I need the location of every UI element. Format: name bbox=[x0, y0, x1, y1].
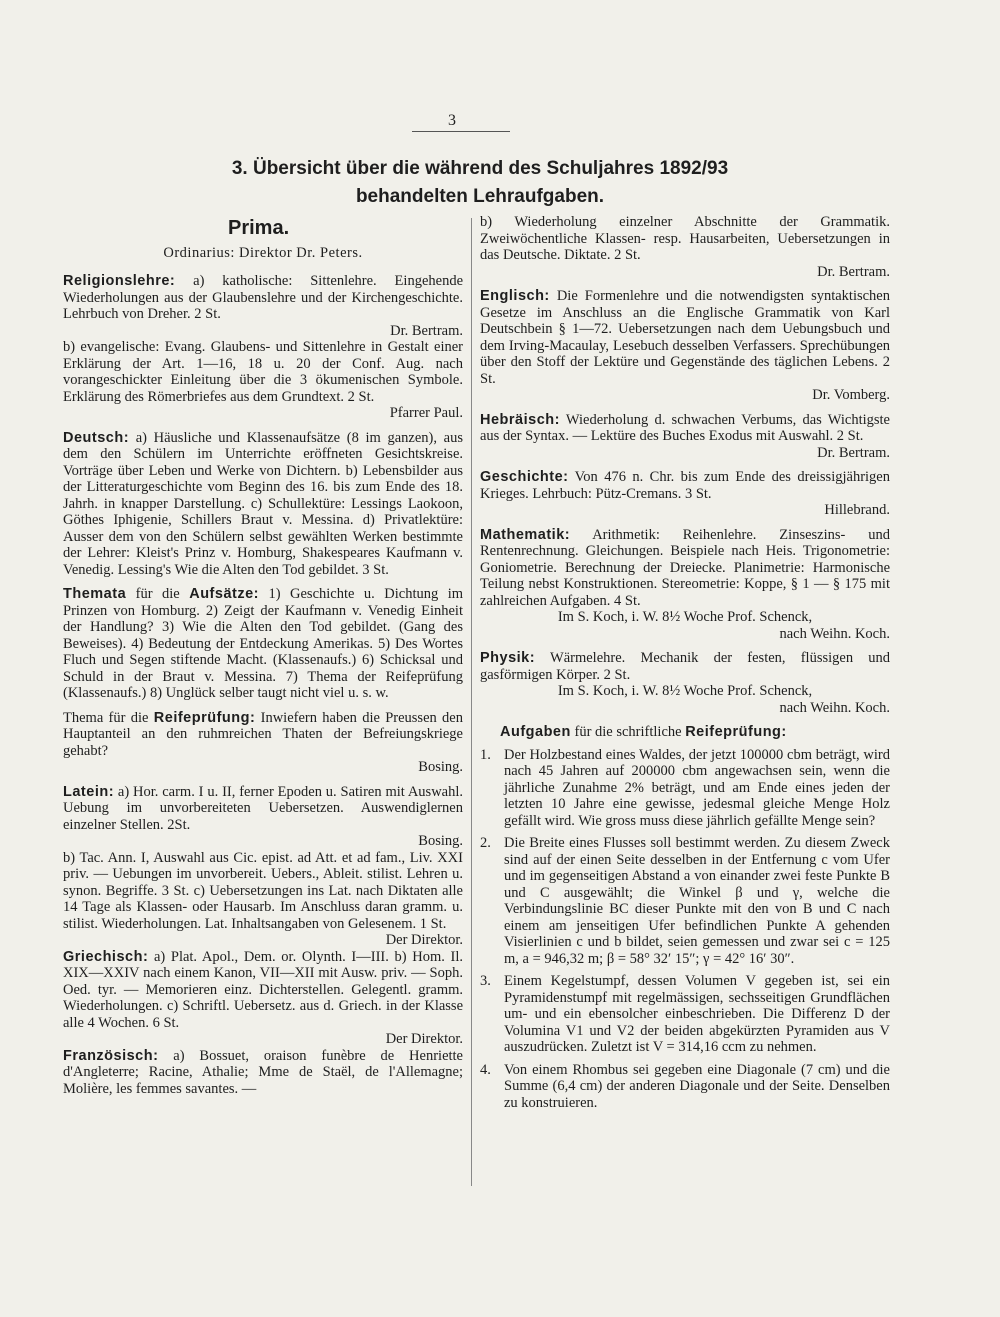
griech-entry bbox=[63, 949, 463, 1032]
reife-entry bbox=[63, 710, 463, 760]
math-heading: Mathematik: bbox=[480, 526, 571, 543]
religion-b-signature: Pfarrer Paul. bbox=[389, 405, 463, 421]
aufgaben-connector: für die schriftliche bbox=[574, 724, 682, 740]
page-number-rule bbox=[412, 131, 510, 132]
franz-entry bbox=[63, 1048, 463, 1098]
title-line-1: 3. Übersicht über die während des Schuljahres 1892/93 bbox=[231, 158, 729, 179]
franz-text: a) Bossuet, oraison funèbre de Henriette d'Angleterre; Racine, Athalie; Mme de Staël, de l'Allemagne; Molière, les femmes savantes. — bbox=[63, 1047, 463, 1097]
latein-heading: Latein: bbox=[63, 783, 115, 800]
reife-text: Inwiefern haben die Preussen den Hauptanteil an den ruhmreichen Thaten der Befreiungskriege gehabt? bbox=[63, 709, 463, 759]
latein-b-text: b) Tac. Ann. I, Auswahl aus Cic. epist. ad Att. et ad fam., Liv. XXI priv. — Uebungen im unvorbereit. Uebers., Ableit. stilist. Lehren u. synon. Begriffe. 3 St. c) Uebersetzungen ins Lat. nach Diktaten alle 14 Tage als Klassen- oder Hausarb. Im Anschluss daran gramm. u. stilist. Wiederholungen. Lat. Inhaltsangaben von Gelesenem. 1 St. bbox=[63, 849, 463, 932]
latein-b-signature: Der Direktor. bbox=[385, 932, 463, 948]
task-number: 2. bbox=[480, 835, 491, 851]
engl-entry bbox=[480, 288, 890, 387]
franz-signature: Dr. Bertram. bbox=[817, 263, 890, 280]
title-line-2: behandelten Lehraufgaben. bbox=[355, 186, 605, 207]
franz-heading: Französisch: bbox=[63, 1047, 159, 1064]
deutsch-heading: Deutsch: bbox=[63, 429, 130, 446]
gesch-heading: Geschichte: bbox=[480, 469, 569, 485]
aufgaben-heading-line bbox=[480, 724, 890, 741]
hebr-entry bbox=[480, 412, 890, 445]
task-item bbox=[480, 973, 890, 1056]
hebr-heading: Hebräisch: bbox=[480, 411, 560, 428]
latein-a-signature: Bosing. bbox=[418, 833, 463, 849]
latein-entry bbox=[63, 784, 463, 834]
themata-connector: für die bbox=[135, 586, 180, 602]
math-text: Arithmetik: Reihenlehre. Zinseszins- und Rentenrechnung. Gleichungen. Beispiele nach Heis. Trigonometrie: Goniometrie. Berechnung der Dreiecke. Planimetrie: Harmonische Teilung nebst Konstruktionen. Stereometrie: Koppe, § 1 — § 175 mit zahlreichen Aufgaben. 4 St. bbox=[480, 526, 890, 609]
griech-signature: Der Direktor. bbox=[385, 1031, 463, 1047]
religion-heading: Religionslehre: bbox=[63, 273, 176, 289]
math-entry bbox=[480, 527, 890, 610]
themata-text: 1) Geschichte u. Dichtung im Prinzen von Homburg. 2) Zeigt der Kaufmann v. Venedig Einheit der Handlung? 3) Wie die Alten den Tod gebildet. (Gang des Beweises). 4) Bedeutung der Entdeckung Amerikas. 5) Des Wortes Fluch und Segen stiftende Macht. (Klassenaufs.) 6) Schicksal und Schuld in der Braut v. Messina. 7) Thema der Reifeprüfung (Klassenaufs.) 8) Unglück selber taugt nicht viel u. s. w. bbox=[63, 586, 464, 701]
religion-b-text: b) evangelische: Evang. Glaubens- und Sittenlehre in Gestalt einer Erklärung der Art. 1—16, 18 u. 20 der Conf. Aug. nach vorangeschickter Einleitung über die 3 ökumenischen Symbole. Erklärung des Römerbriefes aus dem Grundtext. 2 St. bbox=[63, 339, 463, 405]
religion-a-signature: Dr. Bertram. bbox=[390, 322, 463, 339]
hebr-text: Wiederholung d. schwachen Verbums, das Wichtigste aus der Syntax. — Lektüre des Buches Exodus mit Auswahl. 2 St. bbox=[480, 411, 890, 444]
griech-text: a) Plat. Apol., Dem. or. Olynth. I—III. b) Hom. Il. XIX—XXIV nach einem Kanon, VII—XII mit Ausw. priv. — Soph. Oed. tyr. — Memorieren einz. Dichterstellen. Gelegentl. gramm. Wiederholungen. c) Schriftl. Uebersetz. aus d. Griech. in der Klasse alle 4 Wochen. 6 St. bbox=[63, 948, 464, 1031]
ordinarius: Ordinarius: Direktor Dr. Peters. bbox=[163, 244, 363, 261]
phys-text: Wärmelehre. Mechanik der festen, flüssigen und gasförmigen Körper. 2 St. bbox=[480, 650, 890, 683]
math-signature-1: Im S. Koch, i. W. 8½ Woche Prof. Schenck, bbox=[557, 609, 813, 625]
deutsch-entry bbox=[63, 430, 463, 579]
right-column bbox=[480, 214, 890, 1111]
gesch-entry bbox=[480, 469, 890, 502]
deutsch-text: a) Häusliche und Klassenaufsätze (8 im ganzen), aus dem den Schülern im Unterrichte eröffneten Gesichtskreise. Vorträge über Leben und Werke von Dichtern. b) Lebensbilder aus der Litteraturgeschichte vom Beginn des 16. bis zum Ende des 18. Jahrh. in knapper Darstellung. c) Schullektüre: Lessings Laokoon, Göthes Iphigenie, Schillers Braut v. Messina. d) Privatlektüre: Ausser dem von den Schülern selbst gewählten Werken bestimmte der Lehrer: Kleist's Prinz v. Homburg, Shakespeares Kaufmann v. Venedig. Lessing's Wie die Alten den Tod gebildet. 3 St. bbox=[63, 429, 463, 578]
aufsaetze-heading: Aufsätze: bbox=[189, 586, 259, 602]
engl-text: Die Formenlehre und die notwendigsten syntaktischen Gesetze im Anschluss an die Englische Grammatik von Karl Deutschbein § 1—72. Uebersetzungen nach dem Uebungsbuch und dem Irving-Macaulay, Lesebuch desselben Verfassers. Sprechübungen über den Stoff der Lektüre und Gegenstände des täglichen Lebens. 2 St. bbox=[480, 288, 890, 387]
task-text: Der Holzbestand eines Waldes, der jetzt 100000 cbm beträgt, wird nach 45 Jahren auf 200000 cbm angewachsen sein, wenn die jährliche Zunahme 2% beträgt, und am Ende eines jeden der letzten 10 Jahre eine gewisse, jedesmal gleiche Menge Holz gefällt wird. Wie gross muss diese jährlich gefällte Menge sein? bbox=[504, 746, 890, 829]
section-title bbox=[210, 155, 750, 211]
task-text: Die Breite eines Flusses soll bestimmt werden. Zu diesem Zweck sind auf der einen Seite desselben in der Entfernung c vom Ufer und im gegenseitigen Abstand a von einander zwei feste Punkte B und C ausgewählt; die Winkel β und γ, welche die Verbindungslinie BC dieser Punkte mit den von B und C nach einem am jenseitigen Ufer befindlichen Punkte A gehenden Visierlinien c und b bildet, seien gemessen und zwar sei c = 125 m, a = 946,32 m; β = 58° 32′ 15″; γ = 42° 16′ 30″. bbox=[504, 835, 890, 967]
reife-signature: Bosing. bbox=[418, 759, 463, 775]
task-text: Von einem Rhombus sei gegeben eine Diagonale (7 cm) und die Summe (6,4 cm) der anderen Diagonale und der Seite. Denselben zu konstruieren. bbox=[504, 1061, 890, 1111]
gesch-signature: Hillebrand. bbox=[824, 502, 890, 518]
phys-signature-2: nach Weihn. Koch. bbox=[779, 699, 890, 716]
themata-entry bbox=[63, 586, 463, 702]
task-number: 3. bbox=[480, 973, 491, 989]
themata-heading: Themata bbox=[63, 586, 127, 602]
task-text: Einem Kegelstumpf, dessen Volumen V gegeben ist, sei ein Pyramidenstumpf mit regelmässigen, sechsseitigen Grundflächen um- und ein ebensolcher einbeschrieben. Die Differenz D der Volumina V1 und V2 der beiden abgekürzten Pyramiden aus V auszudrücken. Zuletzt ist V = 314,16 ccm zu nehmen. bbox=[504, 973, 890, 1055]
task-item bbox=[480, 835, 890, 967]
task-item bbox=[480, 747, 890, 830]
class-heading: Prima. bbox=[228, 217, 290, 239]
religion-entry bbox=[63, 273, 463, 323]
column-divider bbox=[471, 218, 472, 1186]
aufgaben-heading: Aufgaben bbox=[500, 724, 571, 740]
phys-heading: Physik: bbox=[480, 650, 536, 666]
task-number: 1. bbox=[480, 746, 491, 763]
task-item bbox=[480, 1062, 890, 1112]
math-signature-2: nach Weihn. Koch. bbox=[779, 625, 890, 642]
phys-signature-1: Im S. Koch, i. W. 8½ Woche Prof. Schenck, bbox=[557, 683, 813, 699]
griech-heading: Griechisch: bbox=[63, 948, 149, 965]
hebr-signature: Dr. Bertram. bbox=[817, 444, 890, 461]
reife-prefix: Thema für die bbox=[63, 709, 149, 726]
reife-heading: Reifeprüfung: bbox=[153, 709, 256, 726]
engl-signature: Dr. Vomberg. bbox=[812, 387, 890, 403]
left-column bbox=[63, 217, 464, 1097]
aufgaben-reife-heading: Reifeprüfung: bbox=[685, 724, 787, 740]
religion-a-text: a) katholische: Sittenlehre. Eingehende Wiederholungen aus der Glaubenslehre und der Kirchengeschichte. Lehrbuch von Dreher. 2 St. bbox=[63, 273, 464, 322]
gesch-text: Von 476 n. Chr. bis zum Ende des dreissigjährigen Krieges. Lehrbuch: Pütz-Cremans. 3 St. bbox=[480, 469, 890, 502]
phys-entry bbox=[480, 650, 890, 683]
engl-heading: Englisch: bbox=[480, 288, 550, 304]
franz-continued-text: b) Wiederholung einzelner Abschnitte der Grammatik. Zweiwöchentliche Klassen- resp. Hausarbeiten, Uebersetzungen in das Deutsche. Diktate. 2 St. bbox=[480, 214, 890, 263]
page-number: 3 bbox=[448, 112, 456, 129]
latein-a-text: a) Hor. carm. I u. II, ferner Epoden u. Satiren mit Auswahl. Uebung im unvorbereiteten Uebersetzen. Auswendiglernen einzelner Stellen. 2St. bbox=[63, 783, 464, 833]
task-number: 4. bbox=[480, 1061, 491, 1078]
